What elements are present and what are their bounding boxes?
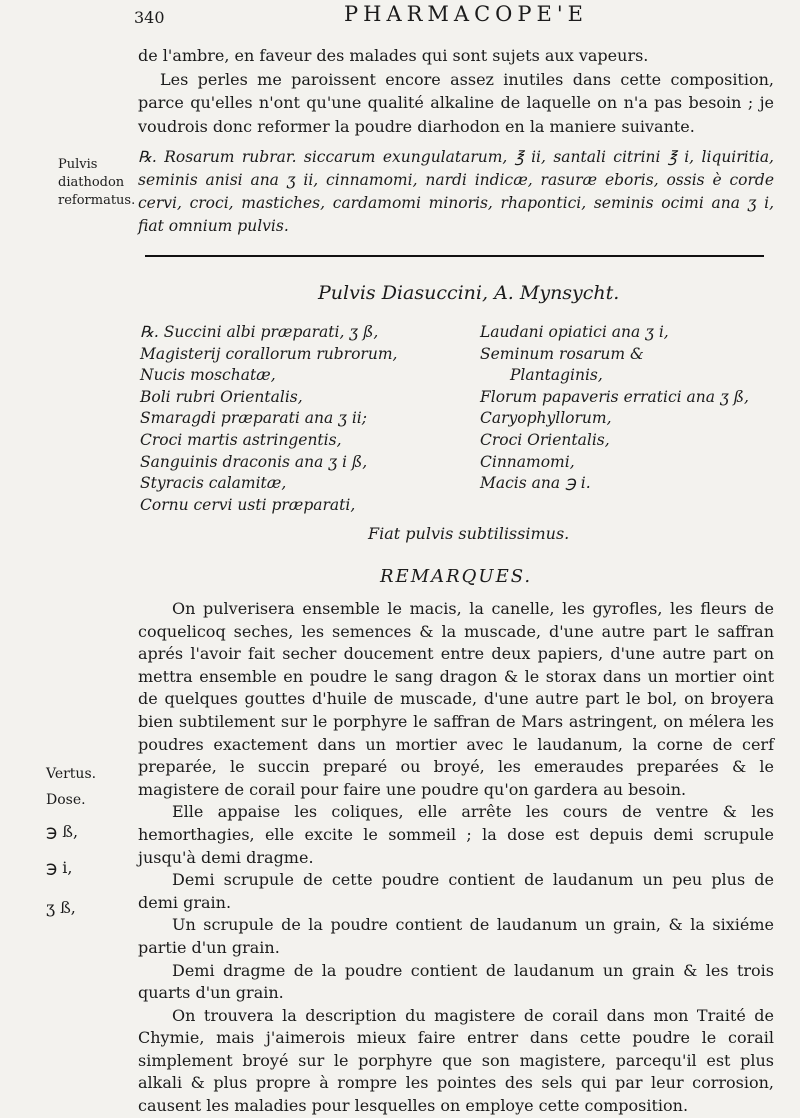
side-note-dose-2: ℈ i, [46,858,73,877]
side-note-dose-3: ʒ ß, [46,898,76,917]
remark-paragraph: Demi scrupule de cette poudre contient de laudanum un peu plus de demi grain. [138,870,774,912]
running-title: PHARMACOPE'E [344,2,588,26]
remark-paragraph: Un scrupule de la poudre contient de laudanum un grain, & la sixiéme partie d'un grain. [138,915,774,957]
section-rule [145,255,764,257]
ingredient-line: Magisterij corallorum rubrorum, [140,344,398,363]
ingredients-right [480,322,749,495]
ingredient-line: Cornu cervi usti præparati, [140,495,356,514]
ingredient-line: Sanguinis draconis ana ʒ i ß, [140,452,368,471]
remark-paragraph: On trouvera la description du magistere de corail dans mon Traité de Chymie, mais j'aimerois mieux faire entrer dans cette poudre le corail simplement broyé sur le porphyre que son magistere, parcequ'il est plus alkali & plus propre à rompre les pointes des sels qui par leur corrosion, causent les maladies pour lesquelles on employe cette composition. [138,1005,774,1116]
margin-note-pulvis: Pulvis diathodon reformatus. [58,157,136,208]
ingredient-line: Florum papaveris erratici ana ʒ ß, [480,387,749,406]
side-note-vertus: Vertus. [46,766,97,782]
ingredient-line: Boli rubri Orientalis, [140,387,303,406]
section-title: Pulvis Diasuccini, A. Mynsycht. [318,282,620,304]
ingredient-line: Smaragdi præparati ana ʒ ii; [140,409,367,428]
recipe-paragraph: ℞. Rosarum rubrar. siccarum exungulatarum, ℥ ii, santali citrini ℥ i, liquiritia, seminis anisi ana ʒ ii, cinnamomi, nardi indicæ, rasuræ eboris, ossis è corde cervi, croci, mastiches, cardamomi minoris, rhapontici, seminis ocimi ana ʒ i, fiat omnium pulvis. [138,148,774,235]
ingredient-line: Seminum rosarum & [480,344,644,363]
ingredients-left [140,322,397,516]
intro-line: de l'ambre, en faveur des malades qui sont sujets aux vapeurs. [138,46,649,65]
ingredient-line: ℞. Succini albi præparati, ʒ ß, [140,323,379,341]
remark-paragraph: Elle appaise les coliques, elle arrête les cours de ventre & les hemorthagies, elle excite le sommeil ; la dose est depuis demi scrupule jusqu'à demi dragme. [138,802,774,867]
ingredient-line: Laudani opiatici ana ʒ i, [480,323,669,341]
page-number: 340 [134,8,165,27]
ingredient-line: Croci martis astringentis, [140,430,342,449]
ingredient-line: Nucis moschatæ, [140,366,276,385]
ingredient-line: Cinnamomi, [480,452,575,471]
remarks-body [138,598,774,1118]
remark-paragraph: On pulverisera ensemble le macis, la canelle, les gyrofles, les fleurs de coquelicoq seches, les semences & la muscade, d'une autre part le saffran aprés l'avoir fait secher doucement entre deux papiers, d'une autre part on mettra ensemble en poudre le sang dragon & le storax dans un mortier oint de quelques gouttes d'huile de muscade, d'une autre part le bol, on broyera bien subtilement sur le porphyre le saffran de Mars astringent, on mélera les poudres exactement dans un mortier avec le laudanum, la corne de cerf preparée, le succin preparé ou broyé, les emeraudes preparées & le magistere de corail pour faire une poudre qu'on gardera au besoin. [138,599,774,799]
ingredient-line: Plantaginis, [510,366,603,385]
page-header [134,0,774,30]
ingredient-line: Styracis calamitæ, [140,474,287,493]
ingredient-line: Croci Orientalis, [480,430,610,449]
side-note-dose: Dose. [46,792,86,808]
intro-paragraph: Les perles me paroissent encore assez inutiles dans cette composition, parce qu'elles n'ont qu'une qualité alkaline de laquelle on n'a pas besoin ; je voudrois donc reformer la poudre diarhodon en la maniere suivante. [138,69,774,136]
fiat-line: Fiat pulvis subtilissimus. [368,524,570,543]
remark-paragraph: Demi dragme de la poudre contient de laudanum un grain & les trois quarts d'un grain. [138,960,774,1003]
remarques-heading: REMARQUES. [380,566,533,587]
ingredient-line: Caryophyllorum, [480,409,612,428]
intro-text [138,44,774,138]
ingredient-line: Macis ana ℈ i. [480,474,591,493]
side-note-dose-1: ℈ ß, [46,822,79,841]
